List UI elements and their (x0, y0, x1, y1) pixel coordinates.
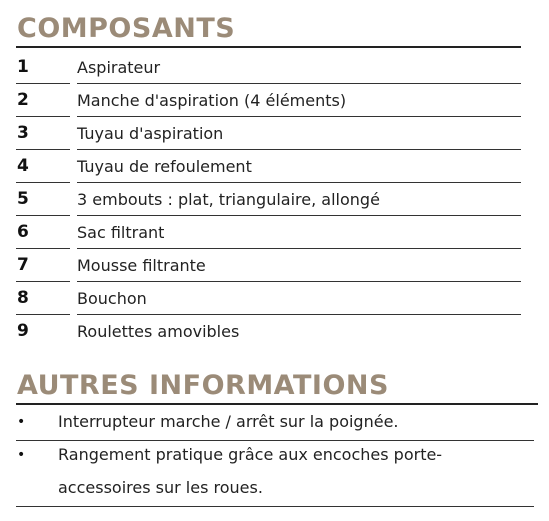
components-title-underline (16, 46, 521, 48)
info-item (0, 408, 549, 441)
info-item (0, 441, 549, 507)
component-label: Mousse filtrante (77, 256, 206, 275)
component-number: 4 (17, 156, 29, 176)
component-number: 8 (17, 288, 29, 308)
component-label: Tuyau d'aspiration (77, 124, 224, 143)
info-text: Interrupteur marche / arrêt sur la poignée. (58, 412, 399, 431)
component-row (0, 51, 549, 84)
component-number: 1 (17, 57, 29, 77)
component-row (0, 282, 549, 315)
component-label: Tuyau de refoulement (77, 157, 252, 176)
component-label: 3 embouts : plat, triangulaire, allongé (77, 190, 380, 209)
bullet-icon: • (17, 447, 26, 463)
components-list (0, 51, 549, 349)
component-row (0, 315, 549, 349)
component-label: Roulettes amovibles (77, 322, 240, 341)
component-label: Sac filtrant (77, 223, 165, 242)
row-divider (16, 506, 534, 507)
component-row (0, 249, 549, 282)
other-info-list (0, 408, 549, 507)
component-row (0, 150, 549, 183)
component-row (0, 183, 549, 216)
component-number: 7 (17, 255, 29, 275)
component-label: Manche d'aspiration (4 éléments) (77, 91, 347, 110)
other-info-title: AUTRES INFORMATIONS (17, 370, 389, 401)
component-number: 6 (17, 222, 29, 242)
bullet-icon: • (17, 414, 26, 430)
component-number: 9 (17, 321, 29, 341)
component-row (0, 84, 549, 117)
component-number: 2 (17, 90, 29, 110)
component-label: Bouchon (77, 289, 147, 308)
component-row (0, 216, 549, 249)
component-label: Aspirateur (77, 58, 161, 77)
component-number: 3 (17, 123, 29, 143)
component-number: 5 (17, 189, 29, 209)
info-text: Rangement pratique grâce aux encoches porte-accessoires sur les roues. (58, 445, 443, 497)
components-title: COMPOSANTS (17, 13, 236, 44)
component-row (0, 117, 549, 150)
